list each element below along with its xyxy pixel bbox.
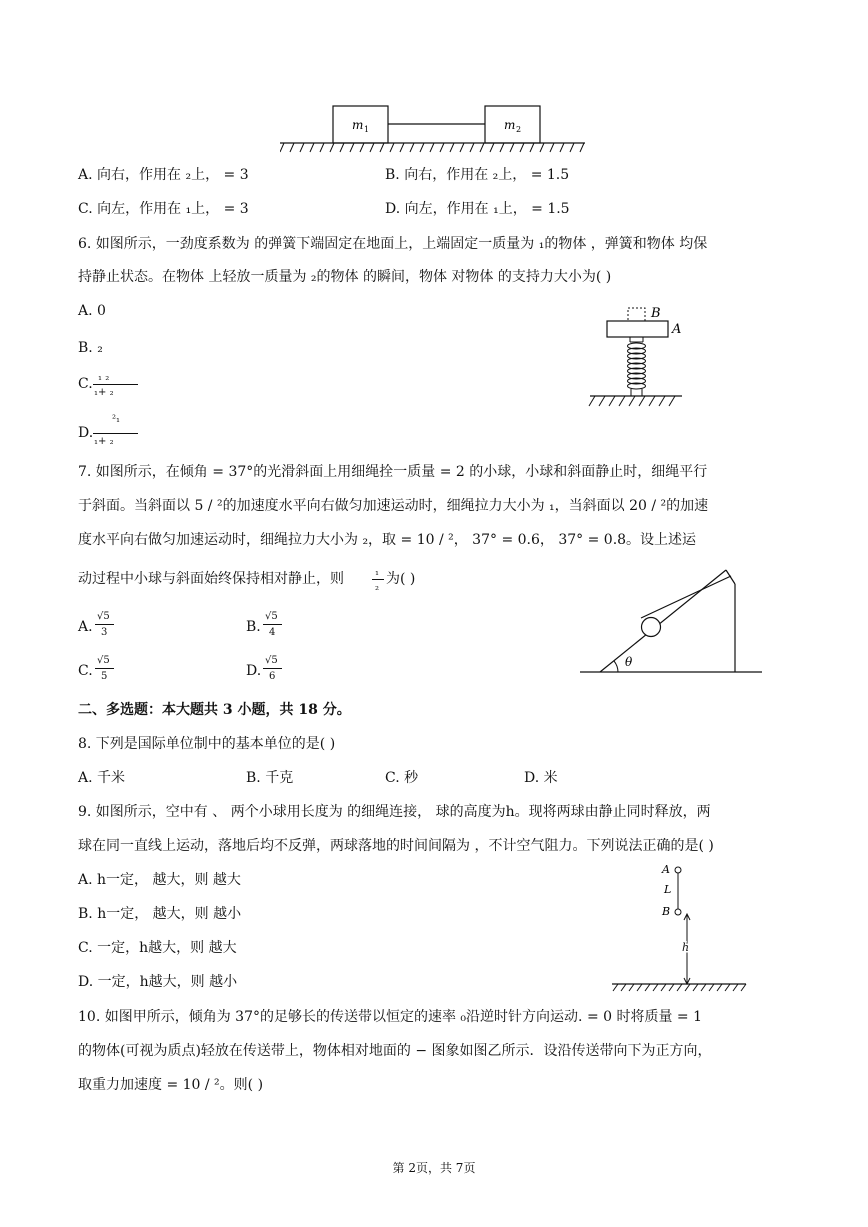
section-heading-multi-choice: 二、多选题：本大题共 3 小题，共 18 分。	[78, 702, 351, 718]
q7-ratio-denominator: ₂	[375, 582, 380, 593]
q8-option-c[interactable]: C. 秒	[385, 770, 419, 786]
q9-option-d[interactable]: D. 一定，h越大，则 越小	[78, 974, 238, 990]
q7-option-b-prefix: B.	[246, 619, 261, 635]
page-footer: 第 2页，共 7页	[392, 1161, 476, 1175]
q7-option-d[interactable]	[246, 661, 261, 681]
q7-ratio-bar	[372, 579, 384, 580]
spring-figure	[585, 300, 685, 412]
q6-option-c-numerator: ₁ ₂	[98, 372, 110, 383]
q7-stem-line4: 动过程中小球与斜面始终保持相对静止，则	[78, 571, 344, 587]
fig-label-b: B	[651, 306, 661, 321]
q7-option-c-prefix: C.	[78, 663, 93, 679]
q7-option-a-bar	[95, 624, 114, 625]
q5-option-c[interactable]: C. 向左，作用在 ₁上， = 3	[78, 201, 249, 217]
q6-option-b[interactable]: B. ₂	[78, 340, 103, 356]
q6-stem-line2: 持静止状态。在物体 上轻放一质量为 ₂的物体 的瞬间，物体 对物体 的支持力大小为( )	[78, 269, 612, 285]
fig-label-a: A	[672, 322, 682, 337]
q5-option-a[interactable]: A. 向右，作用在 ₂上， = 3	[78, 167, 249, 183]
q9-option-a[interactable]: A. h一定， 越大，则 越大	[78, 872, 241, 888]
q6-option-c-fraction-bar	[93, 384, 138, 385]
q8-option-a[interactable]: A. 千米	[78, 770, 126, 786]
q7-stem-line3: 度水平向右做匀加速运动时，细绳拉力大小为 ₂，取 = 10 / ²， 37° = 0.6， 37° = 0.8。设上述运	[78, 532, 697, 548]
q7-option-d-denominator: 6	[269, 671, 276, 682]
q6-option-c-prefix: C.	[78, 376, 93, 392]
two-blocks-figure	[280, 100, 590, 158]
q7-option-b-numerator: √5	[265, 611, 278, 622]
q7-option-a[interactable]	[78, 617, 93, 637]
q6-option-a[interactable]: A. 0	[78, 303, 106, 319]
q8-option-b[interactable]: B. 千克	[246, 770, 294, 786]
fig-length-label: L	[664, 883, 672, 896]
q6-option-c[interactable]	[78, 374, 93, 394]
fig-height-label: h	[682, 941, 690, 954]
q5-option-d[interactable]: D. 向左，作用在 ₁上， = 1.5	[385, 201, 570, 217]
q7-option-d-numerator: √5	[265, 655, 278, 666]
m2-label: m	[504, 118, 516, 132]
q8-option-d[interactable]: D. 米	[524, 770, 558, 786]
m1-label: m	[352, 118, 364, 132]
q7-option-a-denominator: 3	[101, 627, 108, 638]
q7-option-a-prefix: A.	[78, 619, 93, 635]
q6-option-d-fraction-bar	[93, 433, 138, 434]
q10-stem-line1: 10. 如图甲所示，倾角为 37°的足够长的传送带以恒定的速率 ₀沿逆时针方向运动. = 0 时将质量 = 1	[78, 1009, 703, 1025]
q7-option-c-denominator: 5	[101, 671, 108, 682]
q7-option-a-numerator: √5	[97, 611, 110, 622]
q6-option-d-prefix: D.	[78, 425, 94, 441]
q7-option-b[interactable]	[246, 617, 261, 637]
q9-option-b[interactable]: B. h一定， 越大，则 越小	[78, 906, 242, 922]
q6-option-d-denominator: ₁+ ₂	[94, 436, 114, 447]
m1-sub: 1	[364, 125, 370, 134]
q8-stem: 8. 下列是国际单位制中的基本单位的是( )	[78, 736, 336, 752]
q7-stem-line1: 7. 如图所示，在倾角 = 37°的光滑斜面上用细绳拴一质量 = 2 的小球，小球和斜面静止时，细绳平行	[78, 464, 708, 480]
fig-ball-b-label: B	[662, 905, 671, 918]
q7-option-d-prefix: D.	[246, 663, 262, 679]
q10-stem-line3: 取重力加速度 = 10 / ²。则( )	[78, 1077, 264, 1093]
q7-stem-line2: 于斜面。当斜面以 5 / ²的加速度水平向右做匀加速运动时，细绳拉力大小为 ₁，当斜面以 20 / ²的加速	[78, 498, 709, 514]
q7-ratio-numerator: ₁	[375, 567, 380, 578]
q9-stem-line2: 球在同一直线上运动，落地后均不反弹，两球落地的时间间隔为 ，不计空气阻力。下列说法正确的是( )	[78, 838, 714, 854]
fig-ball-a-label: A	[662, 863, 670, 876]
q5-option-b[interactable]: B. 向右，作用在 ₂上， = 1.5	[385, 167, 570, 183]
q10-stem-line2: 的物体(可视为质点)轻放在传送带上，物体相对地面的 − 图象如图乙所示．设沿传送带向下为正方向，	[78, 1043, 712, 1059]
q6-option-d-numerator: ²₁	[112, 414, 121, 425]
q7-option-c-bar	[95, 668, 114, 669]
q7-option-c[interactable]	[78, 661, 93, 681]
q6-option-c-denominator: ₁+ ₂	[94, 387, 114, 398]
q9-stem-line1: 9. 如图所示，空中有 、 两个小球用长度为 的细绳连接， 球的高度为h。现将两球由静止同时释放，两	[78, 804, 711, 820]
incline-figure	[580, 562, 765, 677]
q9-option-c[interactable]: C. 一定，h越大，则 越大	[78, 940, 237, 956]
q7-option-c-numerator: √5	[97, 655, 110, 666]
q6-option-d[interactable]	[78, 423, 93, 443]
q7-option-b-denominator: 4	[269, 627, 276, 638]
theta-label: θ	[625, 655, 633, 669]
two-balls-figure	[610, 858, 750, 994]
q7-option-b-bar	[263, 624, 282, 625]
m2-sub: 2	[516, 125, 522, 134]
q6-stem-line1: 6. 如图所示，一劲度系数为 的弹簧下端固定在地面上，上端固定一质量为 ₁的物体 ，弹簧和物体 均保	[78, 236, 708, 252]
q7-option-d-bar	[263, 668, 282, 669]
q7-stem-line4-end: 为( )	[386, 571, 416, 587]
